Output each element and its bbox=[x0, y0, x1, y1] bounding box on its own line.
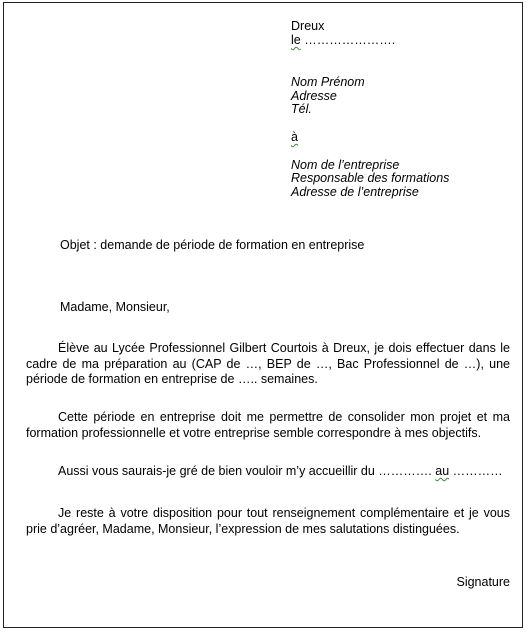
paragraph-2-text: Cette période en entreprise doit me permettre de consolider mon projet et ma formation professionnelle et votre entreprise semble correspondre à mes objectifs. bbox=[26, 410, 510, 440]
date-prefix: le bbox=[291, 33, 301, 47]
paragraph-3-after: ………… bbox=[452, 464, 503, 478]
signature: Signature bbox=[456, 575, 510, 589]
company-name: Nom de l’entreprise bbox=[291, 158, 400, 172]
salutation: Madame, Monsieur, bbox=[60, 300, 170, 314]
letter-page bbox=[3, 2, 523, 628]
paragraph-4-text: Je reste à votre disposition pour tout renseignement complémentaire et je vous prie d’agréer, Madame, Monsieur, l’expression de mes salutations distinguées. bbox=[26, 506, 510, 536]
sender-address: Adresse bbox=[291, 89, 337, 103]
sender-name: Nom Prénom bbox=[291, 75, 365, 89]
letter-subject: Objet : demande de période de formation en entreprise bbox=[60, 238, 365, 252]
date-dots: …………………. bbox=[300, 33, 396, 47]
paragraph-1-text: Élève au Lycée Professionnel Gilbert Courtois à Dreux, je dois effectuer dans le cadre de ma préparation au (CAP de …, BEP de …, Bac Professionnel de …), une période de formation en entreprise de ….. semaines. bbox=[26, 341, 510, 386]
date-line bbox=[291, 33, 395, 47]
sender-phone: Tél. bbox=[291, 102, 312, 116]
paragraph-2 bbox=[26, 410, 510, 441]
paragraph-4 bbox=[26, 506, 510, 537]
paragraph-3 bbox=[26, 464, 510, 480]
recipient-to: à bbox=[291, 130, 298, 144]
paragraph-1 bbox=[26, 341, 510, 388]
paragraph-3-before: Aussi vous saurais-je gré de bien vouloir m’y accueillir du …………. bbox=[58, 464, 432, 478]
city: Dreux bbox=[291, 19, 325, 33]
paragraph-3-au: au bbox=[435, 464, 450, 478]
company-contact: Responsable des formations bbox=[291, 171, 450, 185]
company-address: Adresse de l’entreprise bbox=[291, 185, 419, 199]
